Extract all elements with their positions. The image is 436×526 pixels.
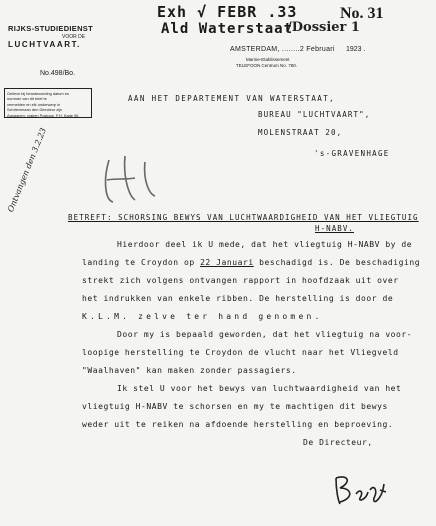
- handwritten-initials: [95, 150, 165, 210]
- body-line: Ik stel U voor het bewys van luchtwaardigheid van het: [117, 384, 402, 393]
- number-stamp: No. 31: [340, 5, 384, 22]
- dossier-handwriting: /Dossier 1: [287, 20, 360, 35]
- subject-aircraft: H-NABV.: [315, 224, 354, 233]
- notice-line: Gelieve bij beantwoording datum en: [7, 91, 70, 96]
- incident-date: 22 Januari: [200, 258, 254, 267]
- body-line: Hierdoor deel ik U mede, dat het vliegtuig H-NABV by de: [117, 240, 413, 249]
- notice-line: nummer van dit brief te: [7, 96, 47, 102]
- exhibit-stamp: Exh √ FEBR .33: [157, 3, 298, 21]
- body-line: "Waalhaven" kan maken zonder passagiers.: [82, 366, 297, 375]
- subject-label: BETREFT:: [68, 213, 113, 222]
- body-line: vliegtuig H-NABV te schorsen en my te machtigen dit bewys: [82, 402, 388, 411]
- address-line: BUREAU "LUCHTVAART",: [258, 110, 371, 119]
- address-line: AAN HET DEPARTEMENT VAN WATERSTAAT,: [128, 94, 336, 103]
- body-line: het indrukken van enkele ribben. De herstelling is door de: [82, 294, 394, 303]
- subject: [68, 212, 419, 234]
- closing: De Directeur,: [303, 438, 373, 447]
- letterhead-luchtvaart: LUCHTVAART.: [8, 40, 82, 49]
- letterhead-org: RIJKS-STUDIEDIENST: [8, 24, 93, 33]
- body-line: Door my is bepaald geworden, dat het vliegtuig na voor-: [117, 330, 413, 339]
- signature: [330, 470, 390, 510]
- year: 1923 .: [346, 46, 366, 53]
- address-line: MOLENSTRAAT 20,: [258, 128, 343, 137]
- notice-line: vermelden en elk onderwerp in: [7, 101, 61, 107]
- letterhead-sub1: Marine-Etablissement: [246, 57, 290, 62]
- body-line: weder uit te reiken na afdoende herstelling en beproeving.: [82, 420, 394, 429]
- body-line: landing te Croydon op 22 Januari beschadigd is. De beschadiging: [82, 258, 421, 267]
- subject-text: SCHORSING BEWYS VAN LUCHTWAARDIGHEID VAN HET VLIEGTUIG: [112, 213, 419, 222]
- address-city: 's-GRAVENHAGE: [314, 149, 390, 158]
- place-date: AMSTERDAM, ........2 Februari: [230, 46, 335, 53]
- reference-number: No.498/Bo.: [40, 70, 76, 77]
- body-line: loopige herstelling te Croydon de vlucht naar het Vliegveld: [82, 348, 399, 357]
- body-line: K.L.M. zelve ter hand genomen.: [82, 312, 323, 321]
- letterhead-voor-de: VOOR DE: [62, 34, 86, 40]
- department-stamp: Ald Waterstaat: [161, 21, 294, 37]
- margin-handwriting: Ontvangen den 3.2.23: [6, 126, 49, 214]
- notice-box: [4, 88, 92, 118]
- letterhead-phone: TELEFOON Centrum No. 780.: [236, 63, 298, 68]
- body-line: strekt zich volgens ontvangen rapport in hoofdzaak uit over: [82, 276, 399, 285]
- notice-line: Schrievenaan den Directeur zijn: [7, 107, 63, 113]
- notice-line: Aanganen, vraken Postpos. F.H. Kade 96: [7, 112, 79, 118]
